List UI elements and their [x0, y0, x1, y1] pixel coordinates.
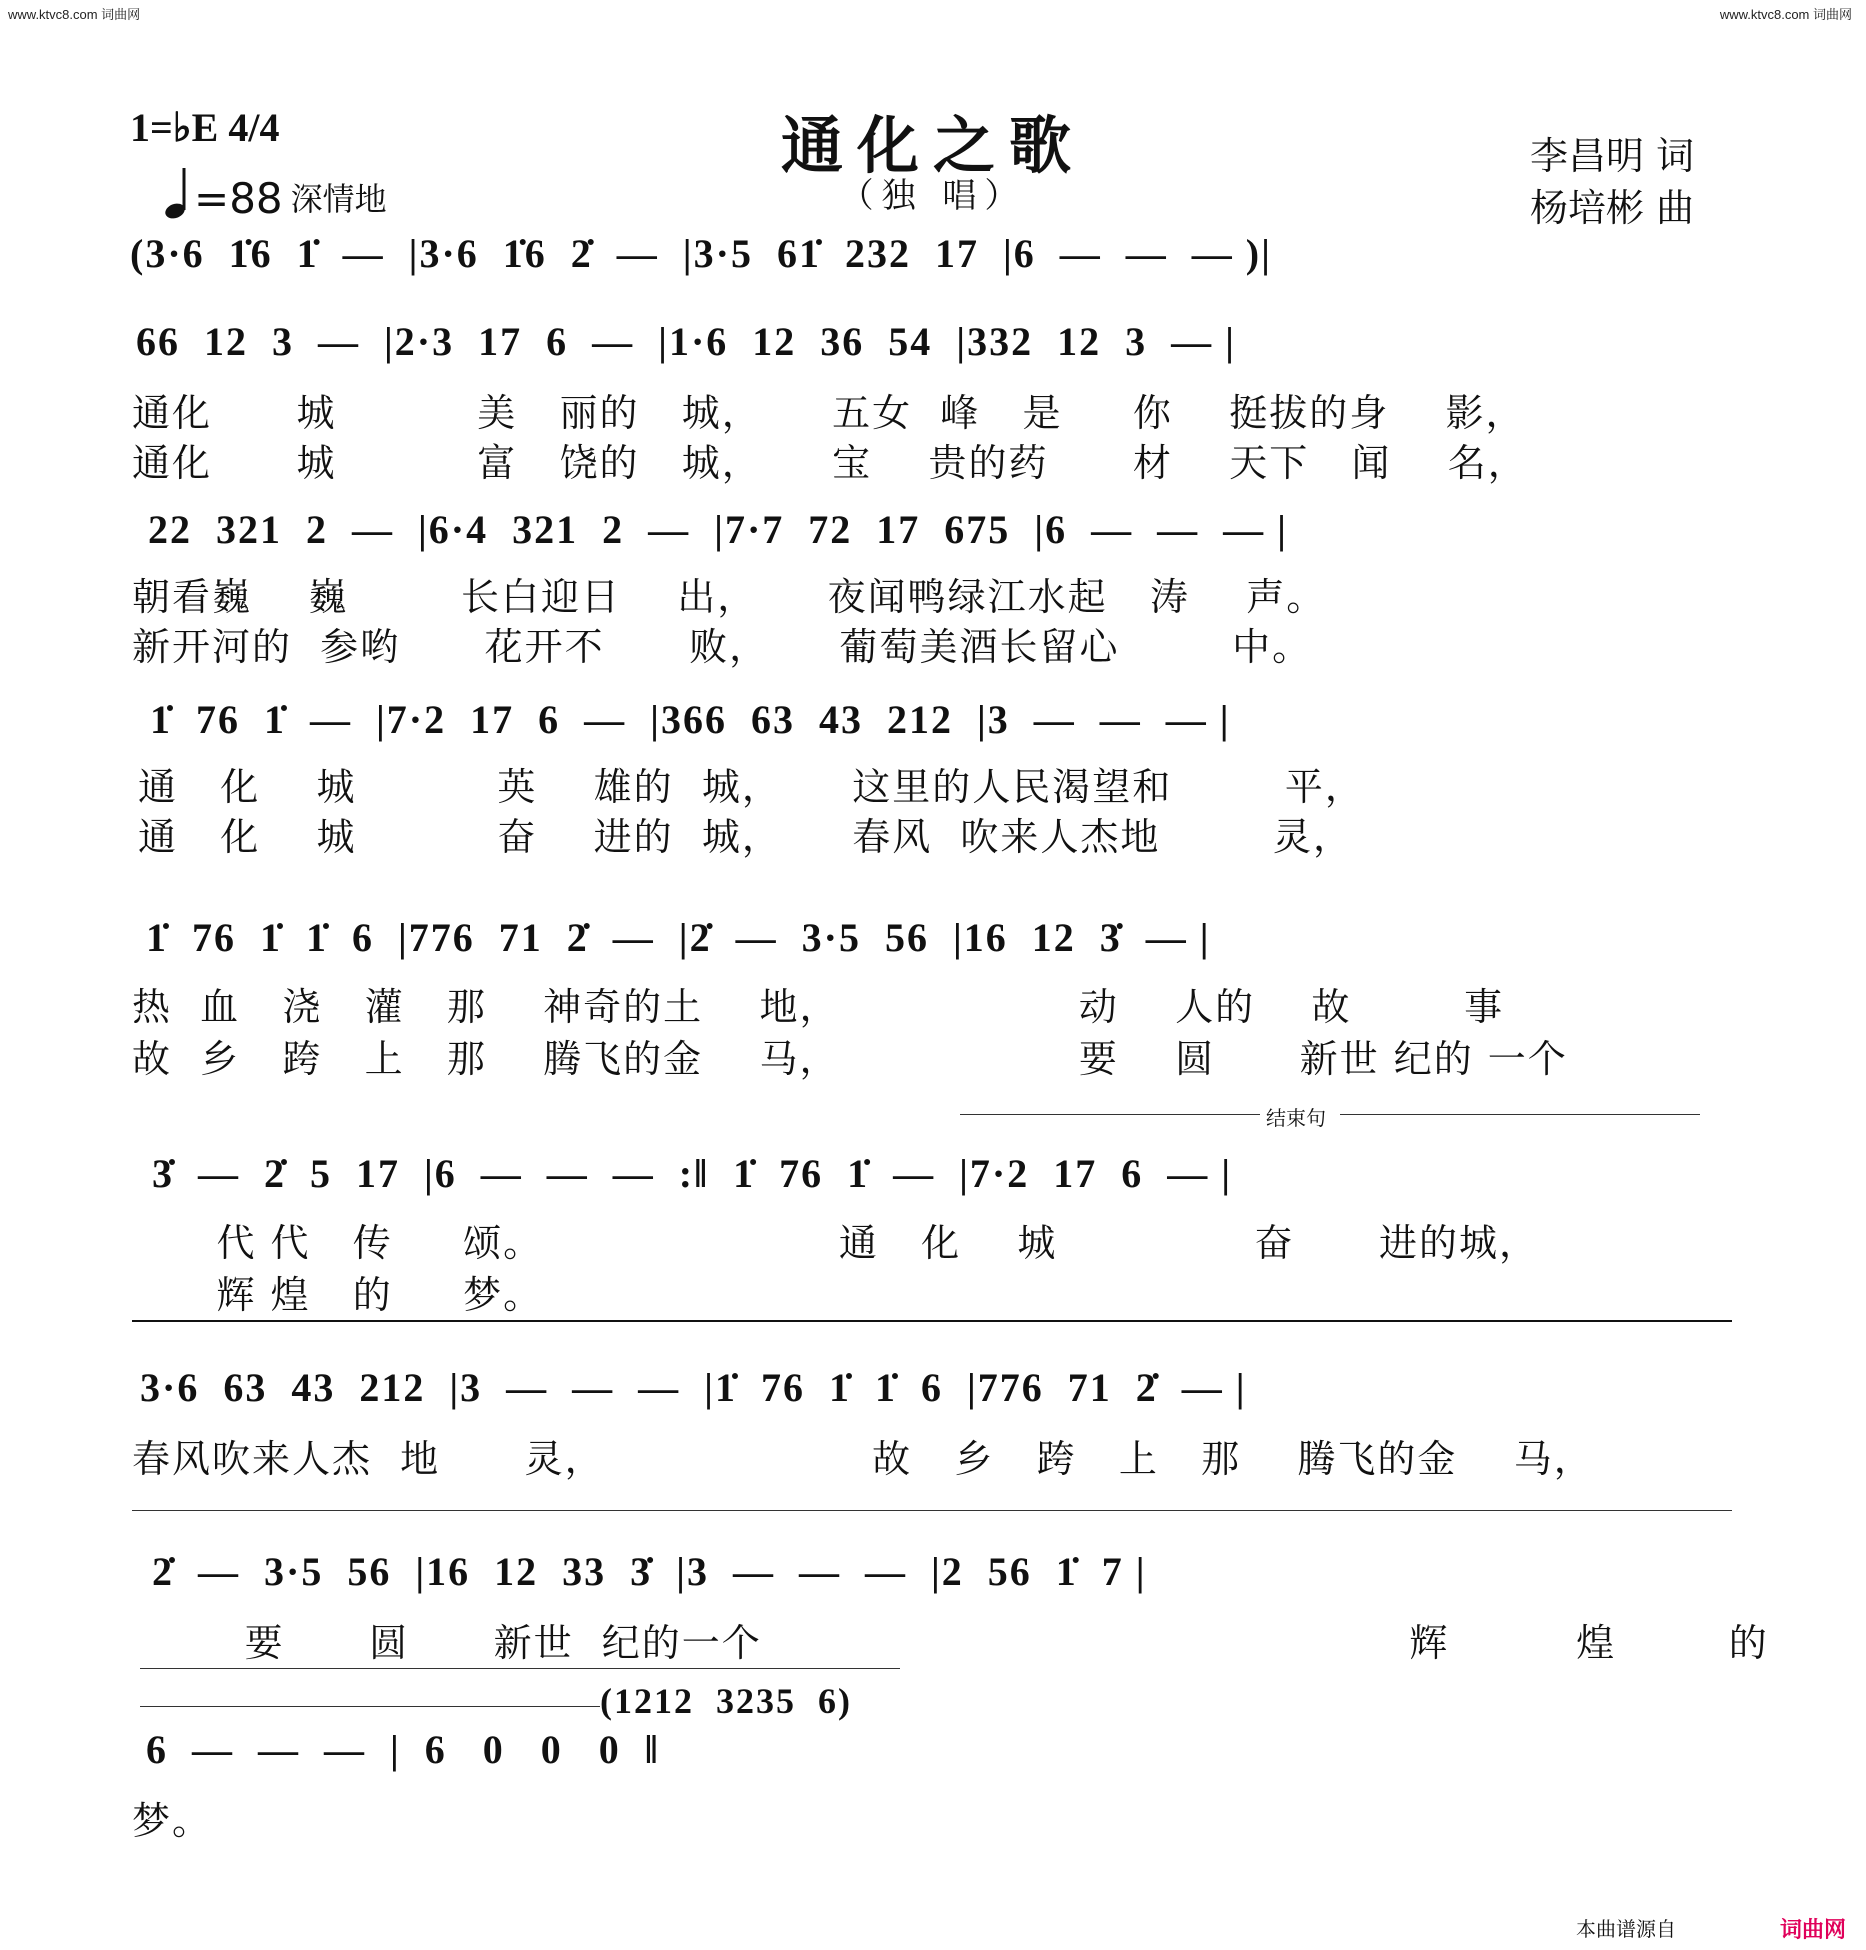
key-signature: 1=♭E 4/4 [130, 105, 280, 150]
footer-site-logo[interactable]: 词曲网 [1779, 1918, 1846, 1943]
row2-lyric-verse2: 新开河的 参哟 花开不 败， 葡萄美酒长留心 中。 [132, 625, 1313, 669]
row8-notes: 6 — — — | 6 0 0 0 ‖ [146, 1727, 660, 1772]
row4-notes: 1̇ 76 1̇ 1̇ 6 |776 71 2̇ — |2̇ — 3·5 56 |16 12 3̇ — | [146, 915, 1211, 960]
row4-lyric-verse1: 热 血 浇 灌 那 神奇的土 地， 动 人的 故 事 [132, 985, 1505, 1029]
row3-lyric-verse2: 通 化 城 奋 进的 城， 春风 吹来人杰地 灵， [138, 815, 1354, 859]
row1-lyric-verse2: 通化 城 富 饶的 城， 宝 贵的药 材 天下 闻 名， [132, 441, 1528, 485]
credits [1530, 130, 1694, 234]
ending-line-right [1340, 1114, 1700, 1115]
row7-notes: 2̇ — 3·5 56 |16 12 33 3̇ |3 — — — |2 56 1̇ 7 | [152, 1549, 1147, 1594]
section-divider [132, 1320, 1732, 1322]
coda-line [140, 1706, 600, 1707]
row1-lyric-verse1: 通化 城 美 丽的 城， 五女 峰 是 你 挺拔的身 影， [132, 391, 1526, 435]
song-subtitle: （独 唱） [839, 176, 1027, 216]
watermark-left: www.ktvc8.com 词曲网 [8, 7, 141, 22]
coda-ornament: (1212 3235 6) [600, 1681, 852, 1721]
row5-lyric-verse1: 代 代 传 颂。 通 化 城 奋 进的城， [132, 1221, 1539, 1265]
row6-notes: 3·6 63 43 212 |3 — — — |1̇ 76 1̇ 1̇ 6 |776 71 2̇ — | [140, 1365, 1247, 1410]
ending-marker: 结束句 [1266, 1106, 1326, 1130]
watermark-right: www.ktvc8.com 词曲网 [1719, 7, 1852, 22]
intro-notes: (3·6 1̇6 1̇ — |3·6 1̇6 2̇ — |3·5 61̇ 232 17 |6 — — — )| [130, 231, 1272, 276]
row6-lyric: 春风吹来人杰 地 灵， 故 乡 跨 上 那 腾飞的金 马， [132, 1437, 1594, 1481]
row7-underline [140, 1668, 900, 1669]
row6-underline [132, 1510, 1732, 1511]
row4-lyric-verse2: 故 乡 跨 上 那 腾飞的金 马， 要 圆 新世 纪的 一个 [132, 1037, 1568, 1081]
composer-credit: 杨培彬 曲 [1530, 186, 1695, 230]
row1-notes: 66 12 3 — |2·3 17 6 — |1·6 12 36 54 |332 12 3 — | [136, 319, 1236, 364]
row2-lyric-verse1: 朝看巍 巍 长白迎日 出， 夜闻鸭绿江水起 涛 声。 [132, 575, 1327, 619]
row3-lyric-verse1: 通 化 城 英 雄的 城， 这里的人民渴望和 平， [138, 765, 1365, 809]
row3-notes: 1̇ 76 1̇ — |7·2 17 6 — |366 63 43 212 |3 — — — | [150, 697, 1231, 742]
song-title: 通化之歌 [780, 109, 1085, 182]
ending-line-left [960, 1114, 1260, 1115]
row8-lyric: 梦。 [132, 1799, 213, 1843]
lyricist-credit: 李昌明 词 [1530, 134, 1695, 178]
row5-notes: 3̇ — 2̇ 5 17 |6 — — — :‖ 1̇ 76 1̇ — |7·2 17 6 — | [152, 1151, 1233, 1196]
row2-notes: 22 321 2 — |6·4 321 2 — |7·7 72 17 675 |6 — — — | [148, 507, 1288, 552]
footer-source: 本曲谱源自 [1576, 1917, 1676, 1941]
row7-lyric: 要 圆 新世 纪的一个 辉 煌 的 [132, 1621, 1769, 1665]
row5-lyric-verse2: 辉 煌 的 梦。 [132, 1273, 544, 1317]
expression-mark: 深情地 [290, 180, 387, 218]
tempo-value: =88 [194, 174, 283, 223]
